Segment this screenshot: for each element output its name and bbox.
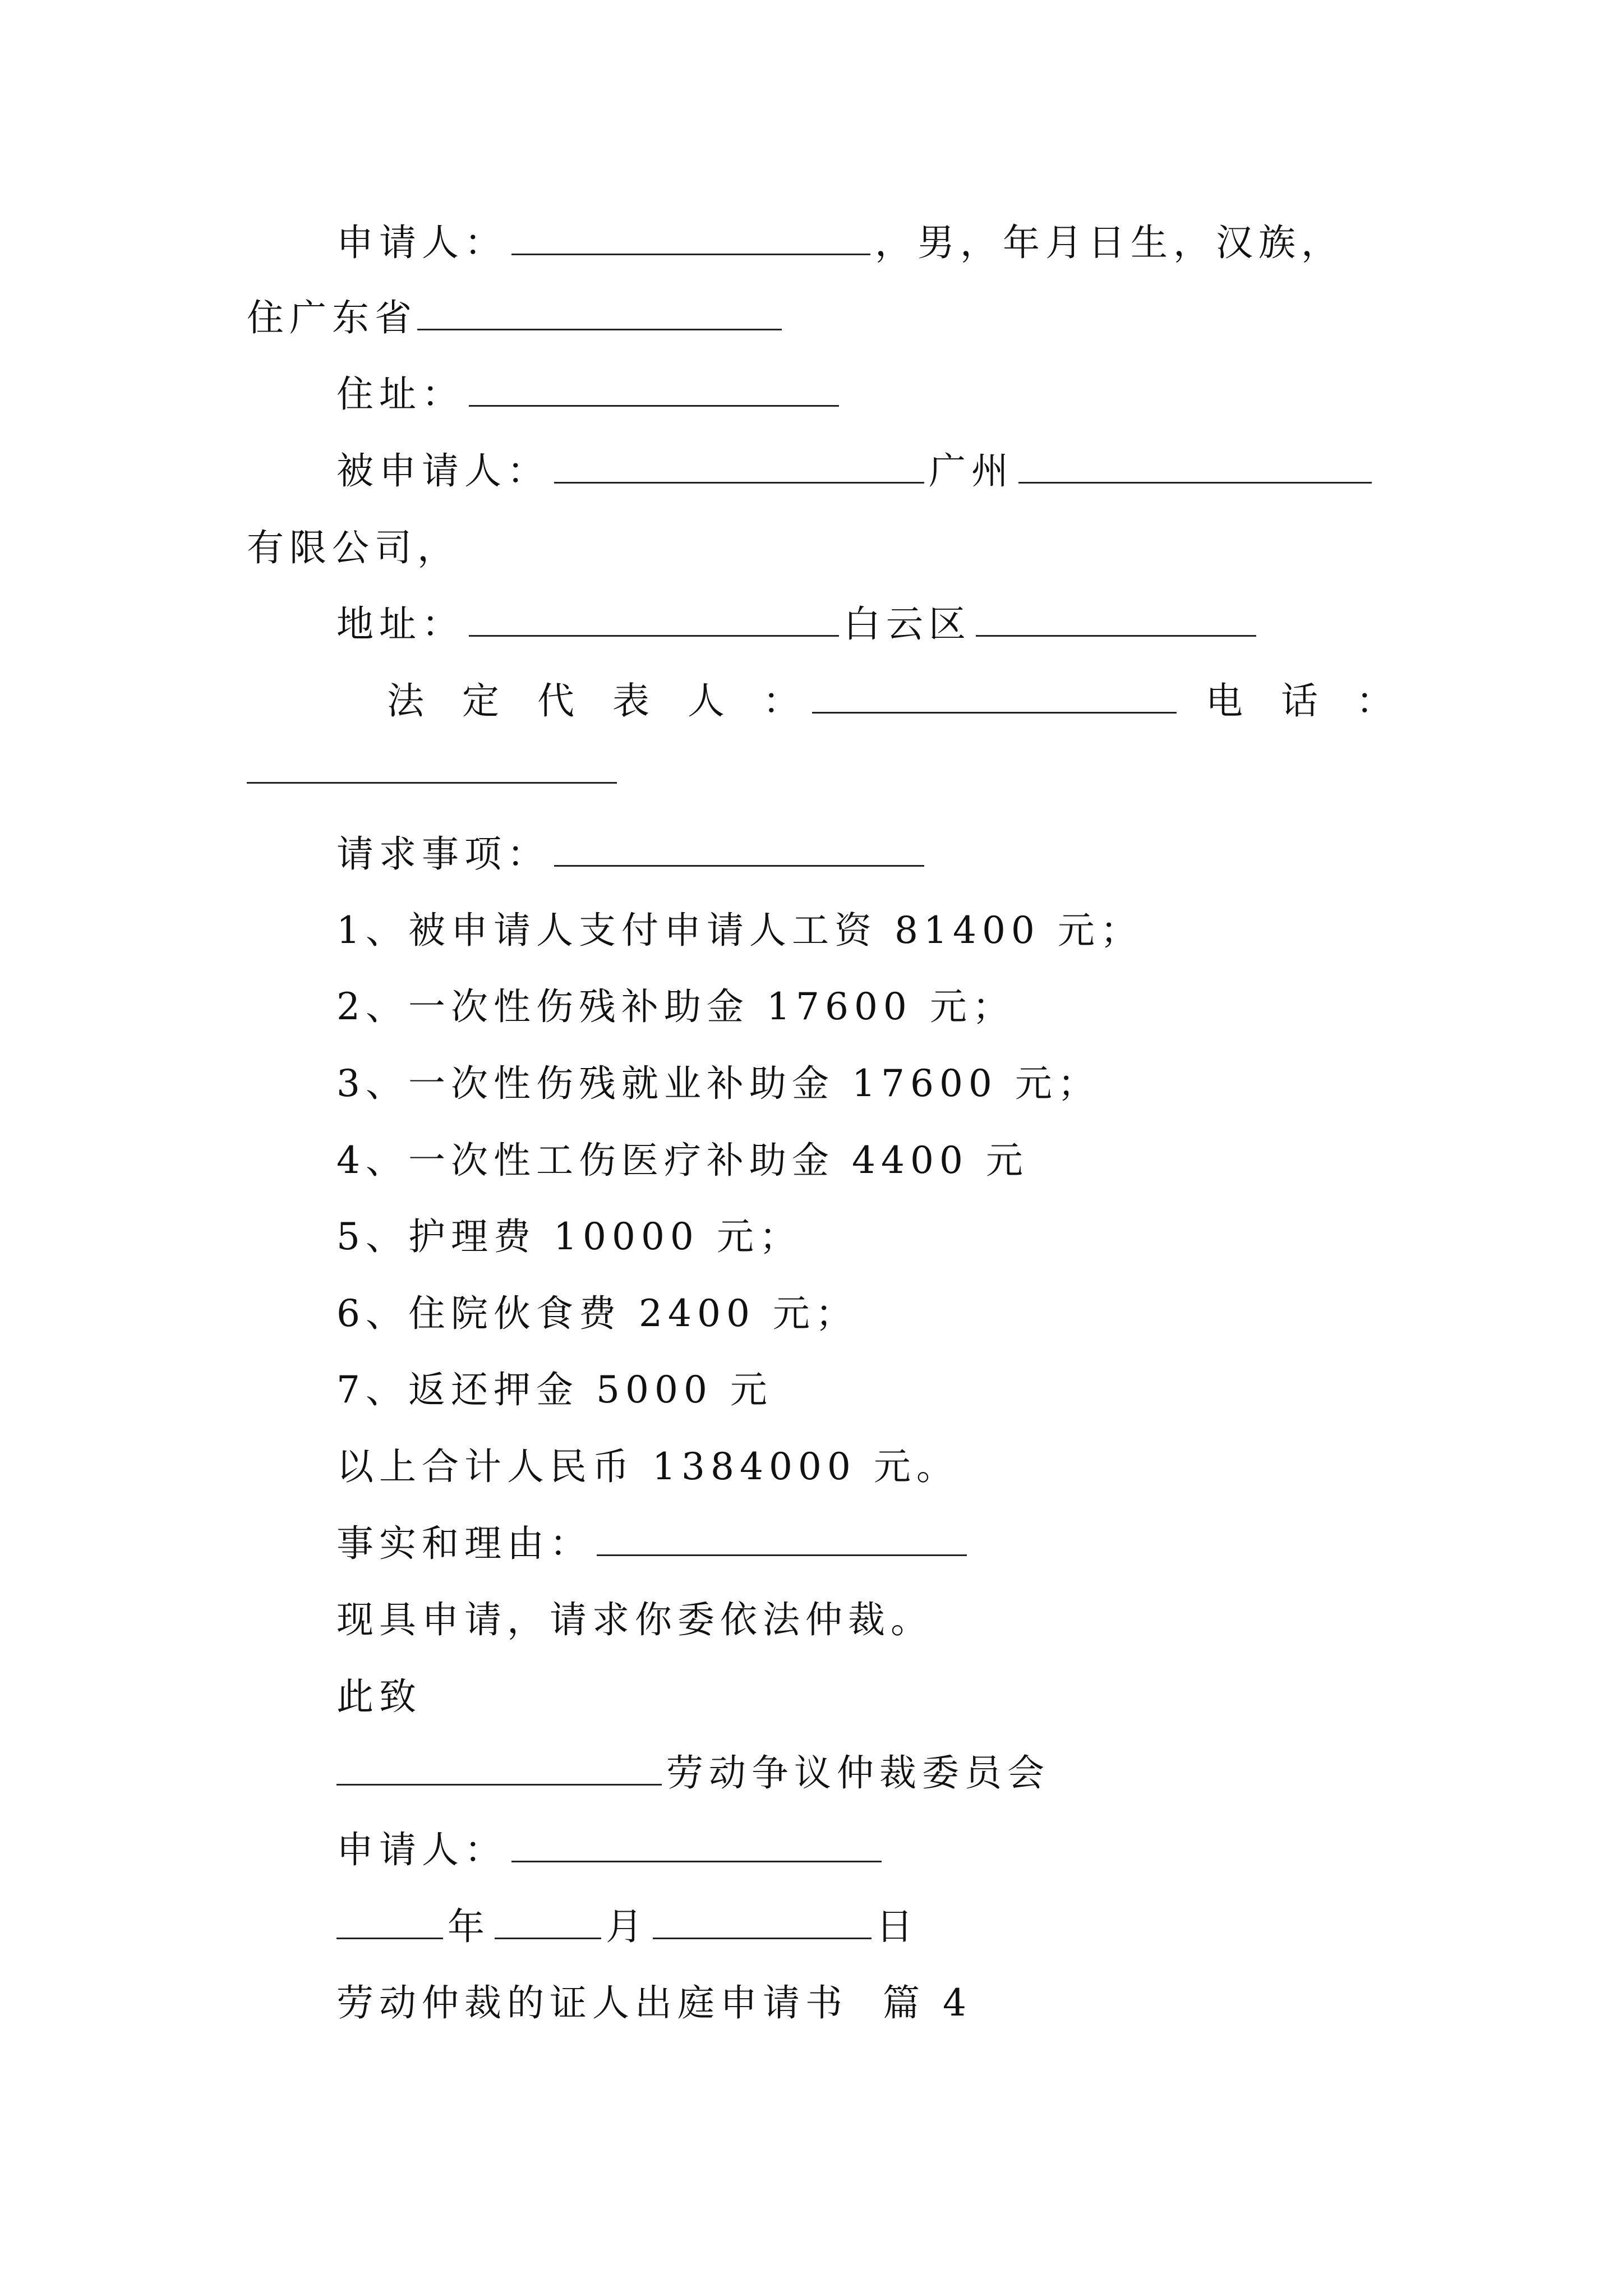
claim-item: 6、住院伙食费 2400 元； xyxy=(336,1292,858,1335)
respondent-name-blank xyxy=(554,447,924,484)
legal-rep-label: 法定代表人： xyxy=(387,679,838,723)
total-line: 以上合计人民币 1384000 元。 xyxy=(336,1445,959,1488)
phone-label: 电话： xyxy=(1206,679,1431,723)
signature-line xyxy=(336,1825,886,1875)
applicant-label: 申请人： xyxy=(336,221,507,264)
month-label: 月 xyxy=(606,1905,648,1948)
year-blank xyxy=(336,1903,443,1939)
applicant-details: ，男，年月日生，汉族， xyxy=(875,221,1344,264)
respondent-label: 被申请人： xyxy=(336,449,550,493)
claim-item: 3、一次性伤残就业补助金 17600 元； xyxy=(336,1062,1100,1105)
month-blank xyxy=(495,1903,601,1939)
signature-blank xyxy=(511,1826,882,1862)
claims-label: 请求事项： xyxy=(336,832,550,876)
applicant-name-blank xyxy=(511,219,870,255)
legal-rep-blank xyxy=(812,677,1177,714)
date-line xyxy=(336,1902,919,1952)
residence-blank xyxy=(469,370,839,407)
next-section-title: 劳动仲裁的证人出庭申请书 篇 4 xyxy=(336,1981,972,2024)
province-blank xyxy=(417,294,782,330)
claim-item: 2、一次性伤残补助金 17600 元； xyxy=(336,985,1015,1028)
respondent-company-line xyxy=(247,523,460,573)
respondent-company-blank xyxy=(1018,447,1372,484)
committee-line xyxy=(336,1748,1050,1798)
legal-rep-line xyxy=(387,676,838,726)
facts-label: 事实和理由： xyxy=(336,1522,592,1565)
phone-blank xyxy=(247,747,617,784)
claim-item: 7、返还押金 5000 元 xyxy=(336,1368,773,1411)
respondent-company: 有限公司， xyxy=(247,526,460,569)
respondent-address-line xyxy=(336,599,1261,650)
residence-line xyxy=(336,369,843,420)
facts-blank xyxy=(597,1520,967,1556)
claims-label-line xyxy=(336,829,929,880)
residence-label: 住址： xyxy=(336,372,464,416)
claims-blank xyxy=(554,830,924,867)
signature-label: 申请人： xyxy=(336,1828,507,1871)
respondent-district: 白云区 xyxy=(843,602,971,646)
committee-blank xyxy=(336,1749,662,1786)
request-text: 现具申请，请求你委依法仲裁。 xyxy=(336,1598,933,1641)
phone-line xyxy=(1206,676,1431,726)
respondent-line xyxy=(336,446,1376,496)
province-line xyxy=(247,293,786,343)
respondent-address-blank-1 xyxy=(469,600,839,637)
applicant-line xyxy=(336,218,1344,268)
committee-name: 劳动争议仲裁委员会 xyxy=(666,1751,1050,1795)
phone-blank-wrap xyxy=(247,746,621,797)
respondent-city: 广州 xyxy=(929,449,1014,493)
day-label: 日 xyxy=(876,1905,919,1948)
claim-item: 5、护理费 10000 元； xyxy=(336,1215,802,1258)
facts-line xyxy=(336,1519,971,1569)
province-label: 住广东省 xyxy=(247,296,417,339)
year-label: 年 xyxy=(448,1905,490,1948)
legal-rep-blank-wrap xyxy=(808,676,1181,726)
day-blank xyxy=(653,1903,872,1939)
claim-item: 1、被申请人支付申请人工资 81400 元； xyxy=(336,909,1143,952)
claim-item: 4、一次性工伤医疗补助金 4400 元 xyxy=(336,1139,1029,1182)
respondent-address-blank-2 xyxy=(976,600,1256,637)
closing: 此致 xyxy=(336,1675,422,1718)
respondent-address-label: 地址： xyxy=(336,602,464,646)
